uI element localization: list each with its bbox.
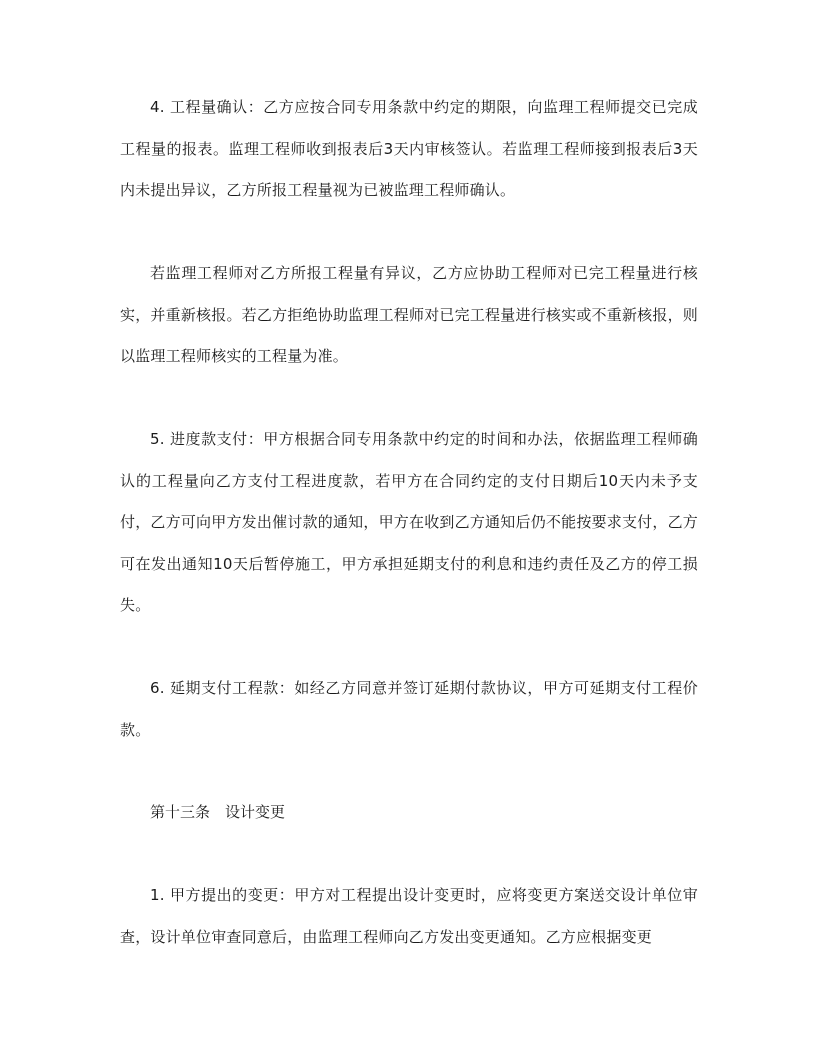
- paragraph-deferred-payment: 6. 延期支付工程款：如经乙方同意并签订延期付款协议，甲方可延期支付工程价款。: [120, 679, 698, 739]
- section-heading: 第十三条 设计变更: [150, 803, 286, 821]
- paragraph-progress-payment: 5. 进度款支付：甲方根据合同专用条款中约定的时间和办法，依据监理工程师确认的工程量向乙方支付工程进度款，若甲方在合同约定的支付日期后10天内未予支付，乙方可向甲方发出催讨款的通知，甲方在收到乙方通知后仍不能按要求支付，乙方可在发出通知10天后暂停施工，甲方承担延期支付的利息和违约责任及乙方的停工损失。: [120, 430, 698, 614]
- paragraph-quantity-dispute: 若监理工程师对乙方所报工程量有异议，乙方应协助工程师对已完工程量进行核实，并重新核报。若乙方拒绝协助监理工程师对已完工程量进行核实或不重新核报，则以监理工程师核实的工程量为准。: [120, 264, 698, 365]
- paragraph-quantity-confirmation: 4. 工程量确认：乙方应按合同专用条款中约定的期限，向监理工程师提交已完成工程量的报表。监理工程师收到报表后3天内审核签认。若监理工程师接到报表后3天内未提出异议，乙方所报工程量视为已被监理工程师确认。: [120, 98, 698, 199]
- paragraph-design-change: 1. 甲方提出的变更：甲方对工程提出设计变更时，应将变更方案送交设计单位审查，设计单位审查同意后，由监理工程师向乙方发出变更通知。乙方应根据变更: [120, 886, 698, 946]
